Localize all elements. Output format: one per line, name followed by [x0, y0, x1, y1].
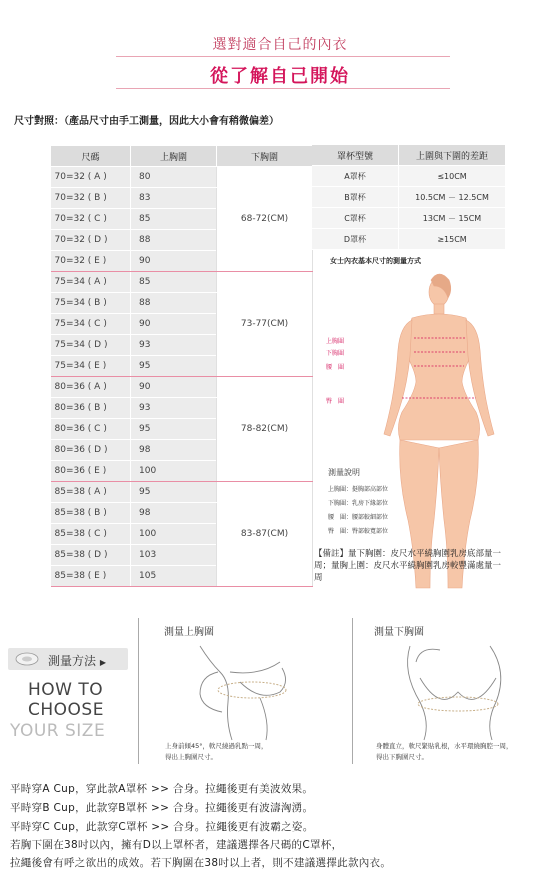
howto-line-2: CHOOSE — [28, 700, 104, 720]
upper-bust-cell: 95 — [131, 482, 217, 503]
size-cell: 75=34 ( E ) — [51, 356, 131, 377]
upper-header: 上胸圍 — [131, 146, 217, 167]
upper-bust-cell: 100 — [131, 524, 217, 545]
upper-bust-title: 測量上胸圍 — [164, 627, 214, 638]
upper-bust-cell: 103 — [131, 545, 217, 566]
upper-bust-cell: 88 — [131, 293, 217, 314]
tag-waist: 腰 圍 — [326, 364, 345, 371]
diff-header: 上圍與下圍的差距 — [398, 145, 505, 166]
upper-bust-cell: 98 — [131, 440, 217, 461]
size-table — [50, 145, 313, 587]
section-divider — [138, 618, 139, 764]
figure-title: 女士內衣基本尺寸的測量方式 — [330, 257, 421, 265]
upper-bust-cell: 93 — [131, 398, 217, 419]
under-bust-cell: 68-72(CM) — [217, 167, 313, 272]
under-bust-title: 測量下胸圍 — [374, 627, 424, 638]
tag-under-bust: 下胸圍 — [326, 350, 345, 357]
howto-line-1: HOW TO — [28, 680, 104, 700]
tag-upper-bust: 上胸圍 — [326, 338, 345, 345]
upper-bust-cell: 95 — [131, 419, 217, 440]
size-cell: 80=36 ( E ) — [51, 461, 131, 482]
upper-bust-illustration — [170, 642, 320, 742]
size-cell: 70=32 ( B ) — [51, 188, 131, 209]
play-arrow-icon: ▶ — [99, 658, 106, 667]
header-title: 從了解自己開始 — [210, 66, 350, 87]
tape-measure-icon — [14, 650, 40, 668]
upper-bust-cell: 83 — [131, 188, 217, 209]
header-divider — [116, 56, 450, 57]
legend-item: 腰 圍：腰部較細部位 — [328, 514, 389, 521]
fit-tip: 若胸下圍在38吋以內，擁有D以上罩杯者，建議選擇各尺碼的C罩杯， — [10, 839, 343, 851]
size-cell: 80=36 ( C ) — [51, 419, 131, 440]
fit-tip: 平時穿C Cup，此款穿C罩杯 >> 合身。拉繩後更有波霸之姿。 — [10, 821, 314, 833]
table-row — [51, 272, 313, 293]
table-row — [312, 166, 505, 187]
upper-bust-cell: 98 — [131, 503, 217, 524]
size-cell: 70=32 ( E ) — [51, 251, 131, 272]
legend-item: 下胸圍：乳房下緣部位 — [328, 500, 389, 507]
size-note: 尺寸對照：（產品尺寸由手工測量，因此大小會有稍微偏差） — [14, 116, 279, 127]
upper-bust-cell: 85 — [131, 209, 217, 230]
upper-bust-cell: 88 — [131, 230, 217, 251]
table-row — [51, 167, 313, 188]
upper-bust-cell: 85 — [131, 272, 217, 293]
table-row — [51, 482, 313, 503]
upper-bust-cell: 100 — [131, 461, 217, 482]
cup-header: 罩杯型號 — [312, 145, 398, 166]
lower-header: 下胸圍 — [217, 146, 313, 167]
howto-line-3: YOUR SIZE — [10, 721, 106, 741]
table-row — [312, 208, 505, 229]
cup-type: D罩杯 — [312, 229, 398, 250]
cup-diff: 13CM － 15CM — [398, 208, 505, 229]
cup-type: A罩杯 — [312, 166, 398, 187]
size-cell: 75=34 ( A ) — [51, 272, 131, 293]
size-cell: 85=38 ( E ) — [51, 566, 131, 587]
upper-bust-cell: 80 — [131, 167, 217, 188]
size-cell: 70=32 ( C ) — [51, 209, 131, 230]
size-cell: 75=34 ( D ) — [51, 335, 131, 356]
remark-note: 【備註】量下胸圍：皮尺水平繞胸圍乳房底部量一周；量胸上圍：皮尺水平繞胸圍乳房較豐滿處量一周 — [314, 549, 502, 583]
table-row — [312, 187, 505, 208]
upper-bust-cell: 90 — [131, 314, 217, 335]
size-cell: 75=34 ( B ) — [51, 293, 131, 314]
table-row — [51, 377, 313, 398]
table-row — [312, 229, 505, 250]
size-cell: 80=36 ( D ) — [51, 440, 131, 461]
size-cell: 70=32 ( A ) — [51, 167, 131, 188]
fit-tip: 平時穿A Cup，穿此款A罩杯 >> 合身。拉繩後更有美波效果。 — [10, 783, 314, 795]
fit-tip: 拉繩後會有呼之欲出的成效。若下胸圍在38吋以上者，則不建議選擇此款內衣。 — [10, 857, 392, 869]
size-cell: 80=36 ( B ) — [51, 398, 131, 419]
upper-bust-cell: 105 — [131, 566, 217, 587]
size-cell: 85=38 ( C ) — [51, 524, 131, 545]
legend-item: 臀 圍：臀部較寬部位 — [328, 528, 389, 535]
cup-diff: ≤10CM — [398, 166, 505, 187]
header-divider — [116, 88, 450, 89]
cup-type: B罩杯 — [312, 187, 398, 208]
size-cell: 80=36 ( A ) — [51, 377, 131, 398]
cup-type: C罩杯 — [312, 208, 398, 229]
under-bust-caption: 身體直立，軟尺緊貼乳根，水平環繞胸腔一周， 得出下胸圍尺寸。 — [376, 742, 513, 761]
fit-tip: 平時穿B Cup，此款穿B罩杯 >> 合身。拉繩後更有波濤洶湧。 — [10, 802, 314, 814]
size-cell: 85=38 ( B ) — [51, 503, 131, 524]
cup-table-header — [312, 145, 505, 166]
cup-diff: 10.5CM － 12.5CM — [398, 187, 505, 208]
section-divider — [352, 618, 353, 764]
howto-label: 測量方法 ▶ — [48, 654, 106, 668]
under-bust-cell: 83-87(CM) — [217, 482, 313, 587]
legend-item: 上胸圍：挺胸部高部位 — [328, 486, 389, 493]
upper-bust-cell: 95 — [131, 356, 217, 377]
upper-bust-cell: 90 — [131, 377, 217, 398]
header-subtitle: 選對適合自己的內衣 — [212, 37, 348, 53]
under-bust-cell: 78-82(CM) — [217, 377, 313, 482]
legend-title: 測量說明 — [328, 468, 360, 477]
size-cell: 70=32 ( D ) — [51, 230, 131, 251]
tag-hip: 臀 圍 — [326, 398, 345, 405]
upper-bust-caption: 上身前傾45°，軟尺繞過乳點一周， 得出上胸圍尺寸。 — [165, 742, 268, 761]
cup-table — [312, 145, 505, 250]
size-cell: 85=38 ( D ) — [51, 545, 131, 566]
under-bust-illustration — [380, 642, 540, 742]
cup-diff: ≥15CM — [398, 229, 505, 250]
upper-bust-cell: 90 — [131, 251, 217, 272]
upper-bust-cell: 93 — [131, 335, 217, 356]
under-bust-cell: 73-77(CM) — [217, 272, 313, 377]
size-cell: 75=34 ( C ) — [51, 314, 131, 335]
size-header: 尺碼 — [51, 146, 131, 167]
size-cell: 85=38 ( A ) — [51, 482, 131, 503]
